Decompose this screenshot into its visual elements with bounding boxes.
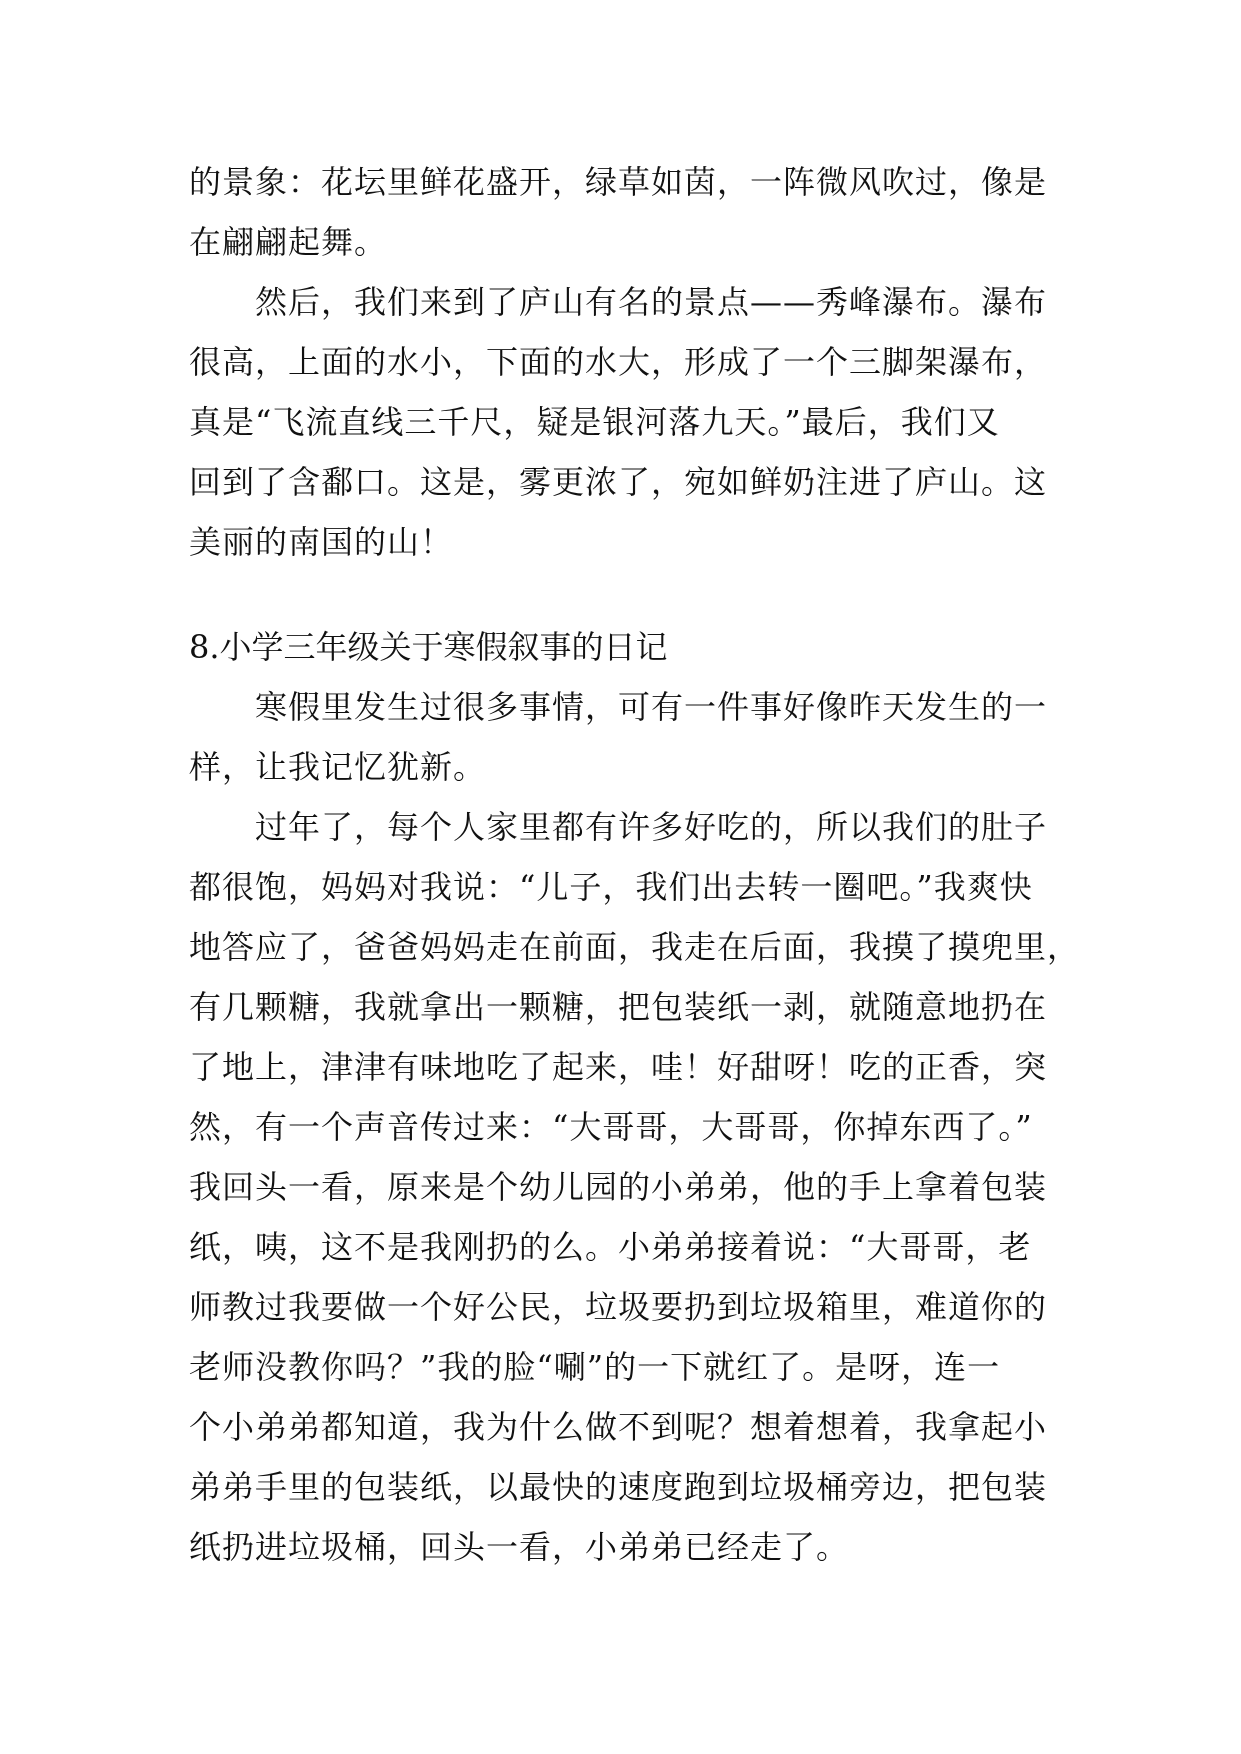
paragraph-line: 然后，我们来到了庐山有名的景点——秀峰瀑布。瀑布 (189, 283, 1048, 321)
paragraph-line: 过年了，每个人家里都有许多好吃的，所以我们的肚子 (189, 808, 1048, 846)
paragraph-line: 在翩翩起舞。 (189, 223, 388, 261)
paragraph-line: 老师没教你吗？”我的脸“唰”的一下就红了。是呀，连一 (189, 1348, 1001, 1386)
paragraph-line: 的景象：花坛里鲜花盛开，绿草如茵，一阵微风吹过，像是 (189, 163, 1048, 201)
paragraph-line: 地答应了，爸爸妈妈走在前面，我走在后面，我摸了摸兜里， (189, 928, 1081, 966)
paragraph-line: 然，有一个声音传过来：“大哥哥，大哥哥，你掉东西了。” (189, 1108, 1033, 1146)
paragraph-line: 了地上，津津有味地吃了起来，哇！好甜呀！吃的正香，突 (189, 1048, 1048, 1086)
paragraph-line: 师教过我要做一个好公民，垃圾要扔到垃圾箱里，难道你的 (189, 1288, 1048, 1326)
paragraph-line: 我回头一看，原来是个幼儿园的小弟弟，他的手上拿着包装 (189, 1168, 1048, 1206)
paragraph-line: 美丽的南国的山！ (189, 523, 454, 561)
paragraph-line: 弟弟手里的包装纸，以最快的速度跑到垃圾桶旁边，把包装 (189, 1468, 1048, 1506)
paragraph-line: 有几颗糖，我就拿出一颗糖，把包装纸一剥，就随意地扔在 (189, 988, 1048, 1026)
paragraph-line: 个小弟弟都知道，我为什么做不到呢？想着想着，我拿起小 (189, 1408, 1048, 1446)
paragraph-line: 回到了含鄱口。这是，雾更浓了，宛如鲜奶注进了庐山。这 (189, 463, 1048, 501)
paragraph-line: 寒假里发生过很多事情，可有一件事好像昨天发生的一 (189, 688, 1048, 726)
paragraph-line: 真是“飞流直线三千尺，疑是银河落九天。”最后，我们又 (189, 403, 1000, 441)
paragraph-line: 很高，上面的水小，下面的水大，形成了一个三脚架瀑布， (189, 343, 1048, 381)
paragraph-line: 纸扔进垃圾桶，回头一看，小弟弟已经走了。 (189, 1528, 850, 1566)
paragraph-line: 纸，咦，这不是我刚扔的么。小弟弟接着说：“大哥哥，老 (189, 1228, 1032, 1266)
section-heading: 8.小学三年级关于寒假叙事的日记 (189, 628, 668, 666)
paragraph-line: 样，让我记忆犹新。 (189, 748, 487, 786)
paragraph-line: 都很饱，妈妈对我说：“儿子，我们出去转一圈吧。”我爽快 (189, 868, 1033, 906)
